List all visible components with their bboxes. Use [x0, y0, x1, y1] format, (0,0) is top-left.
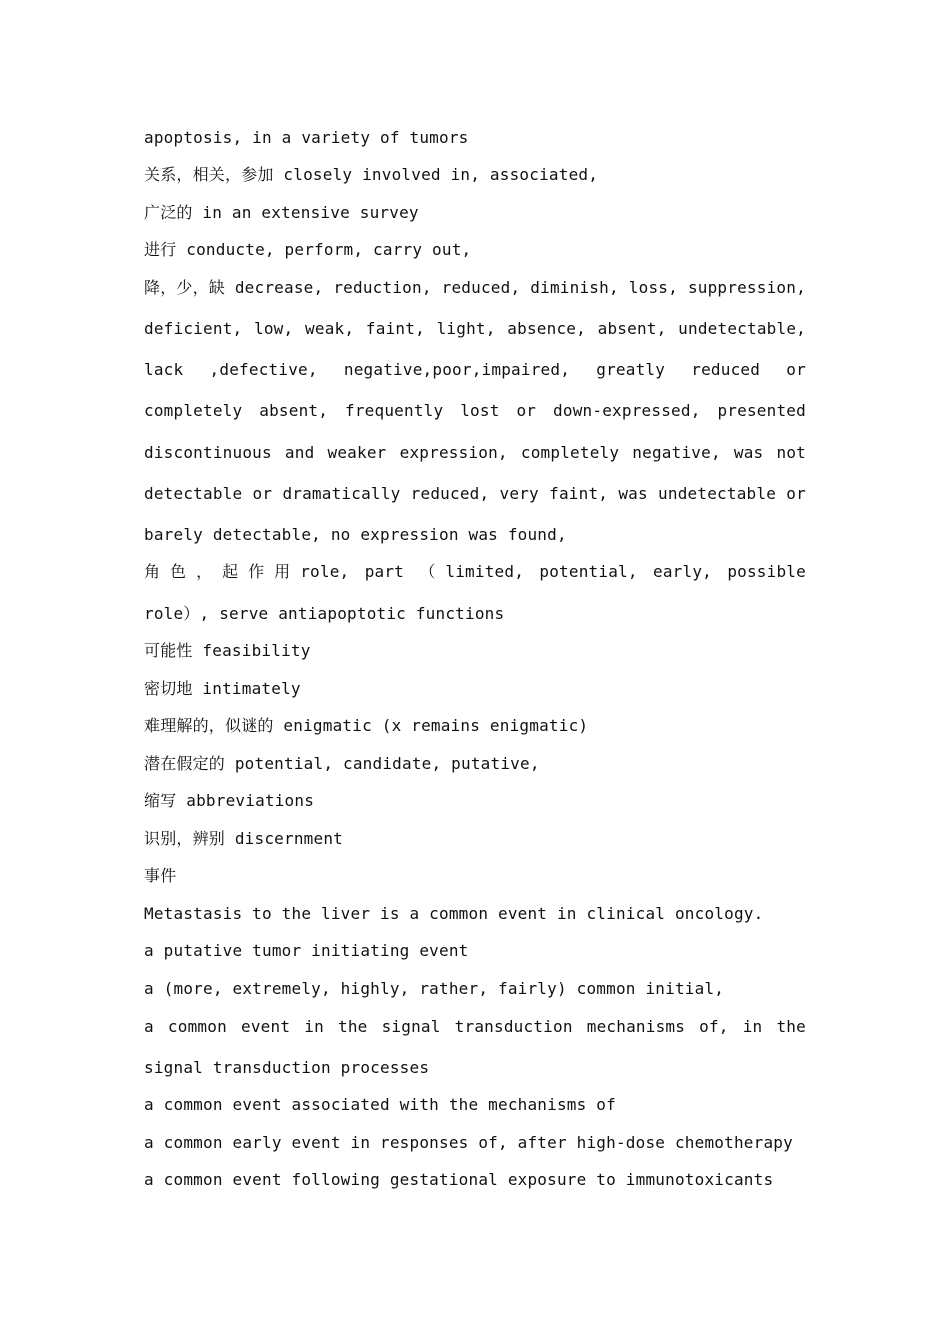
text-line: a common event associated with the mechanisms of	[144, 1095, 616, 1114]
text-line: detectable or dramatically reduced, very faint, was undetectable or	[144, 484, 806, 503]
text-line: 缩写 abbreviations	[144, 791, 315, 810]
text-line: 广泛的 in an extensive survey	[144, 203, 419, 222]
text-line: 可能性 feasibility	[144, 641, 311, 660]
text-line: barely detectable, no expression was found,	[144, 525, 567, 544]
text-line: Metastasis to the liver is a common event in clinical oncology.	[144, 904, 764, 923]
text-line: 潜在假定的 potential, candidate, putative,	[144, 754, 540, 773]
text-line: completely absent, frequently lost or down-expressed, presented	[144, 401, 806, 420]
text-line: lack ,defective, negative,poor,impaired, greatly reduced or	[144, 360, 806, 379]
text-line: a putative tumor initiating event	[144, 941, 469, 960]
text-line: a common event following gestational exposure to immunotoxicants	[144, 1170, 774, 1189]
text-line: a common event in the signal transduction mechanisms of, in the	[144, 1017, 806, 1036]
text-line: deficient, low, weak, faint, light, absence, absent, undetectable,	[144, 319, 806, 338]
text-line: 角 色 ， 起 作 用 role, part （ limited, potential, early, possible	[144, 562, 806, 581]
text-line: signal transduction processes	[144, 1058, 430, 1077]
text-line: a common early event in responses of, after high-dose chemotherapy	[144, 1133, 793, 1152]
text-line: 密切地 intimately	[144, 679, 301, 698]
text-line: 识别，辨别 discernment	[144, 829, 343, 848]
text-line: role）, serve antiapoptotic functions	[144, 604, 505, 623]
text-line: 难理解的，似谜的 enigmatic (x remains enigmatic)	[144, 716, 589, 735]
text-line: 关系，相关，参加 closely involved in, associated,	[144, 165, 599, 184]
text-line: 降，少，缺 decrease, reduction, reduced, diminish, loss, suppression,	[144, 278, 806, 297]
text-line: a (more, extremely, highly, rather, fairly) common initial,	[144, 979, 725, 998]
text-line: discontinuous and weaker expression, completely negative, was not	[144, 443, 806, 462]
text-line: 进行 conducte, perform, carry out,	[144, 240, 472, 259]
text-line: apoptosis, in a variety of tumors	[144, 128, 469, 147]
section-heading: 事件	[144, 866, 177, 885]
